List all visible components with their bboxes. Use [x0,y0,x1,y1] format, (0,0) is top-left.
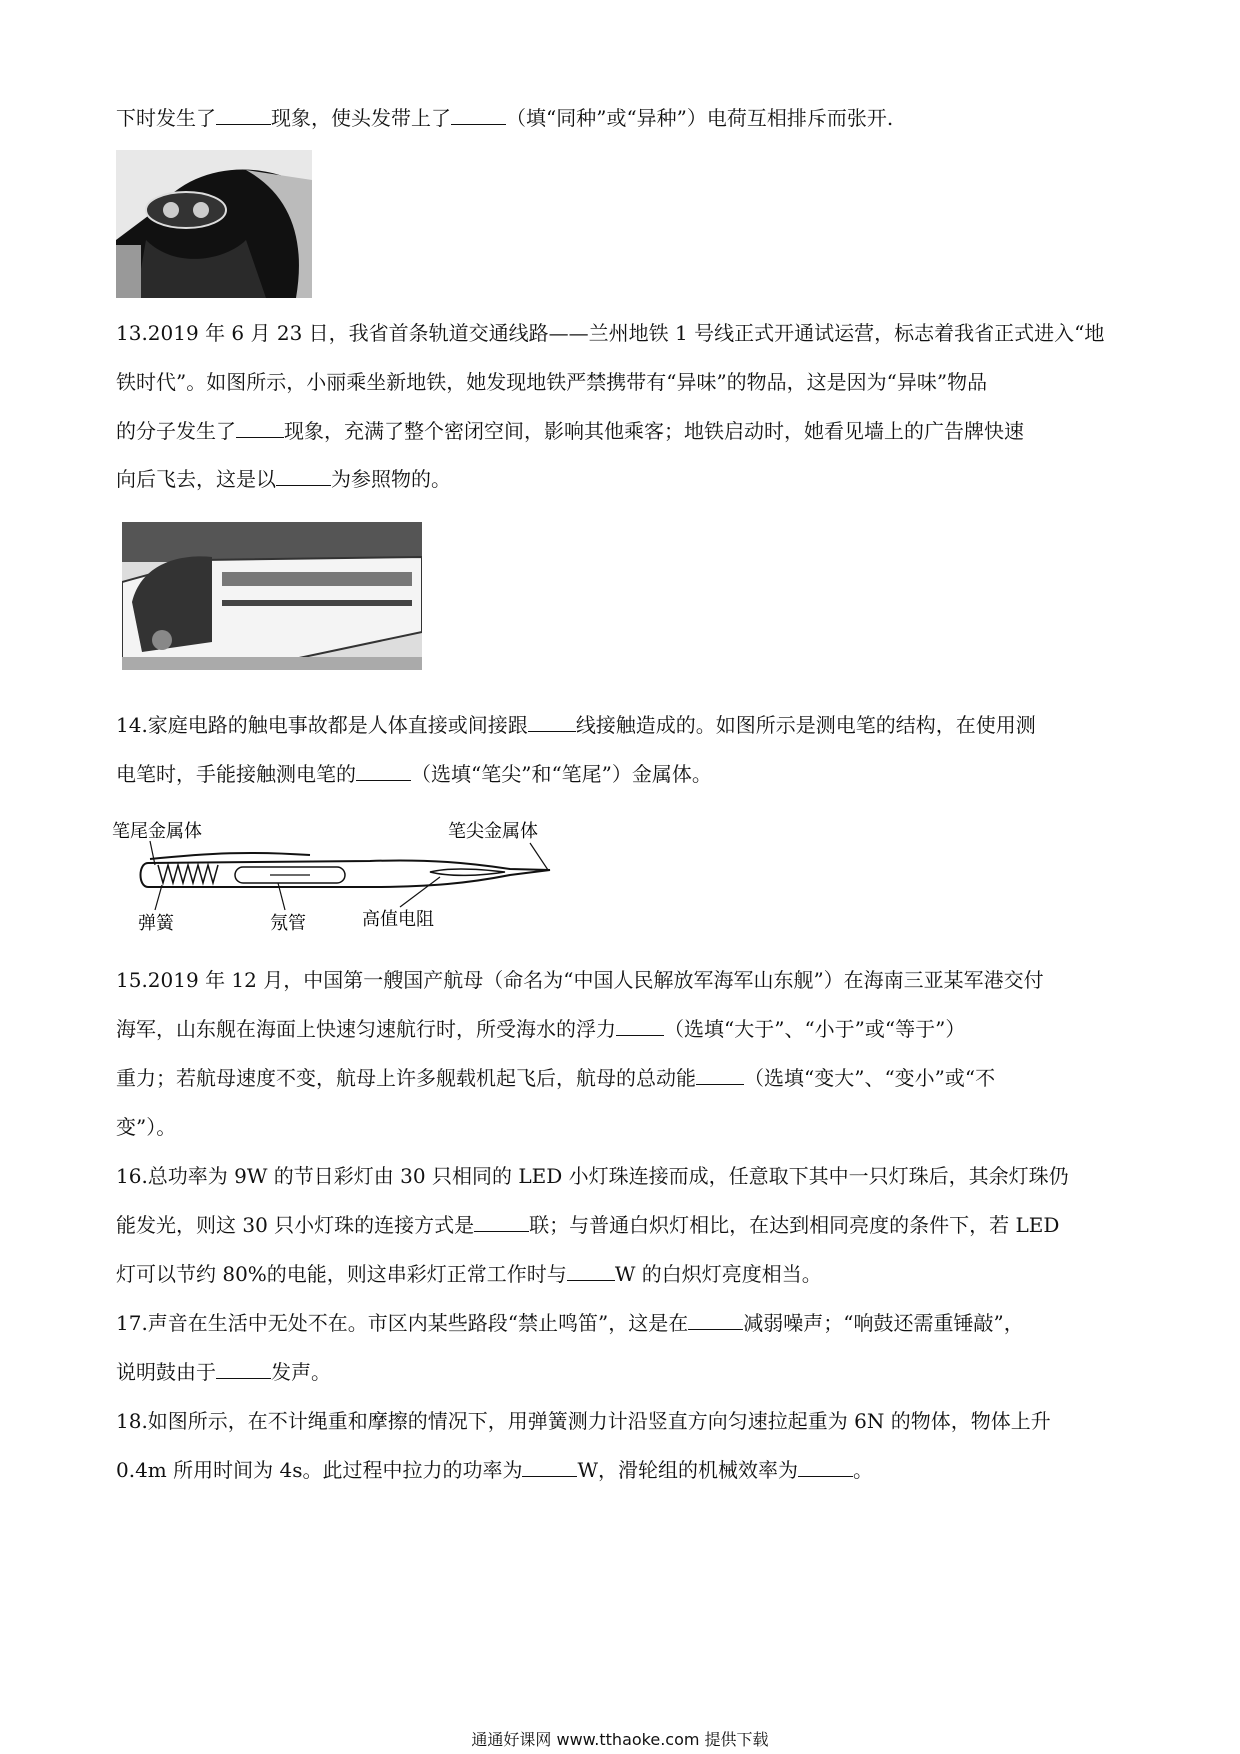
q16-line1: 16.总功率为 9W 的节日彩灯由 30 只相同的 LED 小灯珠连接而成，任意取下其中一只灯珠后，其余灯珠仍 [116,1164,1069,1188]
answer-blank[interactable] [528,713,576,732]
static-hair-photo [116,150,312,298]
pen-tip-label: 笔尖金属体 [448,821,538,842]
q16-line3: 灯可以节约 80%的电能，则这串彩灯正常工作时与 W 的白炽灯亮度相当。 [116,1262,822,1286]
q15-line4: 变”）。 [116,1115,177,1139]
answer-blank[interactable] [276,467,331,486]
answer-blank[interactable] [616,1017,664,1036]
q15-line1: 15.2019 年 12 月，中国第一艘国产航母（命名为“中国人民解放军海军山东舰”）在海南三亚某军港交付 [116,968,1044,992]
q16-line2: 能发光，则这 30 只小灯珠的连接方式是 联；与普通白炽灯相比，在达到相同亮度的条件下，若 LED [116,1213,1060,1237]
answer-blank[interactable] [567,1262,615,1281]
neon-label: 氖管 [270,913,306,934]
answer-blank[interactable] [451,106,506,125]
q17-line2: 说明鼓由于 发声。 [116,1360,331,1384]
resistor-label: 高值电阻 [362,909,434,930]
q13-line3: 的分子发生了 现象，充满了整个密闭空间，影响其他乘客；地铁启动时，她看见墙上的广告牌快速 [116,419,1024,443]
q18-line2: 0.4m 所用时间为 4s。此过程中拉力的功率为 W，滑轮组的机械效率为 。 [116,1458,874,1482]
answer-blank[interactable] [696,1066,744,1085]
q13-line1: 13.2019 年 6 月 23 日，我省首条轨道交通线路——兰州地铁 1 号线正式开通试运营，标志着我省正式进入“地 [116,321,1105,345]
subway-train-photo [122,522,422,670]
answer-blank[interactable] [236,419,284,438]
answer-blank[interactable] [216,106,271,125]
q13-line4: 向后飞去，这是以 为参照物的。 [116,467,451,491]
answer-blank[interactable] [522,1458,577,1477]
page-footer: 通通好课网 www.tthaoke.com 提供下载 [471,1730,769,1749]
answer-blank[interactable] [356,762,411,781]
answer-blank[interactable] [688,1311,743,1330]
pen-tail-label: 笔尾金属体 [112,821,202,842]
answer-blank[interactable] [216,1360,271,1379]
test-pen-diagram [110,815,570,935]
q18-line1: 18.如图所示，在不计绳重和摩擦的情况下，用弹簧测力计沿竖直方向匀速拉起重为 6N 的物体，物体上升 [116,1409,1051,1433]
q14-line1: 14.家庭电路的触电事故都是人体直接或间接跟 线接触造成的。如图所示是测电笔的结构，在使用测 [116,713,1036,737]
q12-line: 下时发生了 现象，使头发带上了 （填“同种”或“异种”）电荷互相排斥而张开. [116,106,894,130]
spring-label: 弹簧 [138,913,174,934]
answer-blank[interactable] [798,1458,853,1477]
q14-line2: 电笔时，手能接触测电笔的 （选填“笔尖”和“笔尾”）金属体。 [116,762,712,786]
q15-line3: 重力；若航母速度不变，航母上许多舰载机起飞后，航母的总动能 （选填“变大”、“变小”或“不 [116,1066,996,1090]
q13-line2: 铁时代”。如图所示，小丽乘坐新地铁，她发现地铁严禁携带有“异味”的物品，这是因为“异味”物品 [116,370,988,394]
answer-blank[interactable] [474,1213,529,1232]
q17-line1: 17.声音在生活中无处不在。市区内某些路段“禁止鸣笛”，这是在 减弱噪声；“响鼓还需重锤敲”， [116,1311,1024,1335]
q15-line2: 海军，山东舰在海面上快速匀速航行时，所受海水的浮力 （选填“大于”、“小于”或“等于”） [116,1017,966,1041]
